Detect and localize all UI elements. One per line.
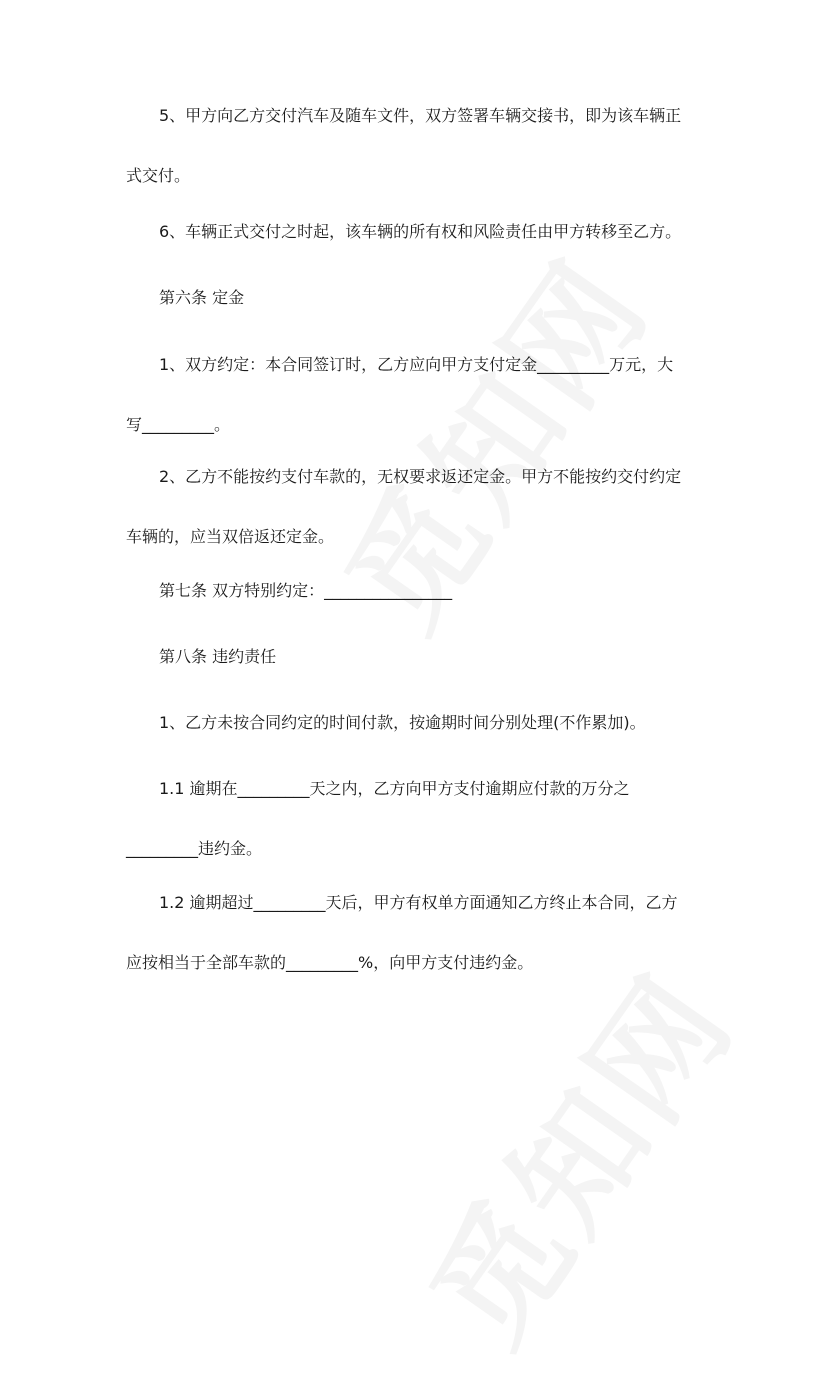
clause-6-1 [126,335,716,455]
clause-5-6 [126,202,716,262]
clause-8-1 [126,693,716,753]
section-heading: 第七条 双方特别约定：________________ [159,581,453,600]
text-line: 6、车辆正式交付之时起，该车辆的所有权和风险责任由甲方转移至乙方。 [159,222,682,241]
section-heading: 第六条 定金 [159,288,245,307]
article-6-title [126,268,716,328]
text-line: 应按相当于全部车款的_________%，向甲方支付违约金。 [126,953,534,972]
text-line: 1.2 逾期超过_________天后，甲方有权单方面通知乙方终止本合同，乙方 [159,893,678,912]
article-8-title [126,627,716,687]
text-line: 1.1 逾期在_________天之内，乙方向甲方支付逾期应付款的万分之 [159,779,630,798]
text-line: 2、乙方不能按约支付车款的，无权要求返还定金。甲方不能按约交付约定 [159,467,682,486]
text-line: 1、乙方未按合同约定的时间付款，按逾期时间分别处理(不作累加)。 [159,713,646,732]
text-line: 写_________。 [126,415,231,434]
text-line: _________违约金。 [126,839,263,858]
text-line: 5、甲方向乙方交付汽车及随车文件，双方签署车辆交接书，即为该车辆正 [159,106,682,125]
clause-8-1-2 [126,873,716,993]
text-line: 式交付。 [126,166,191,185]
clause-5-5 [126,86,716,206]
article-7-title [126,561,716,621]
clause-8-1-1 [126,759,716,879]
watermark [380,933,767,1374]
text-line: 车辆的，应当双倍返还定金。 [126,527,335,546]
text-line: 1、双方约定：本合同签订时，乙方应向甲方支付定金_________万元，大 [159,355,674,374]
section-heading: 第八条 违约责任 [159,647,277,666]
clause-6-2 [126,447,716,567]
